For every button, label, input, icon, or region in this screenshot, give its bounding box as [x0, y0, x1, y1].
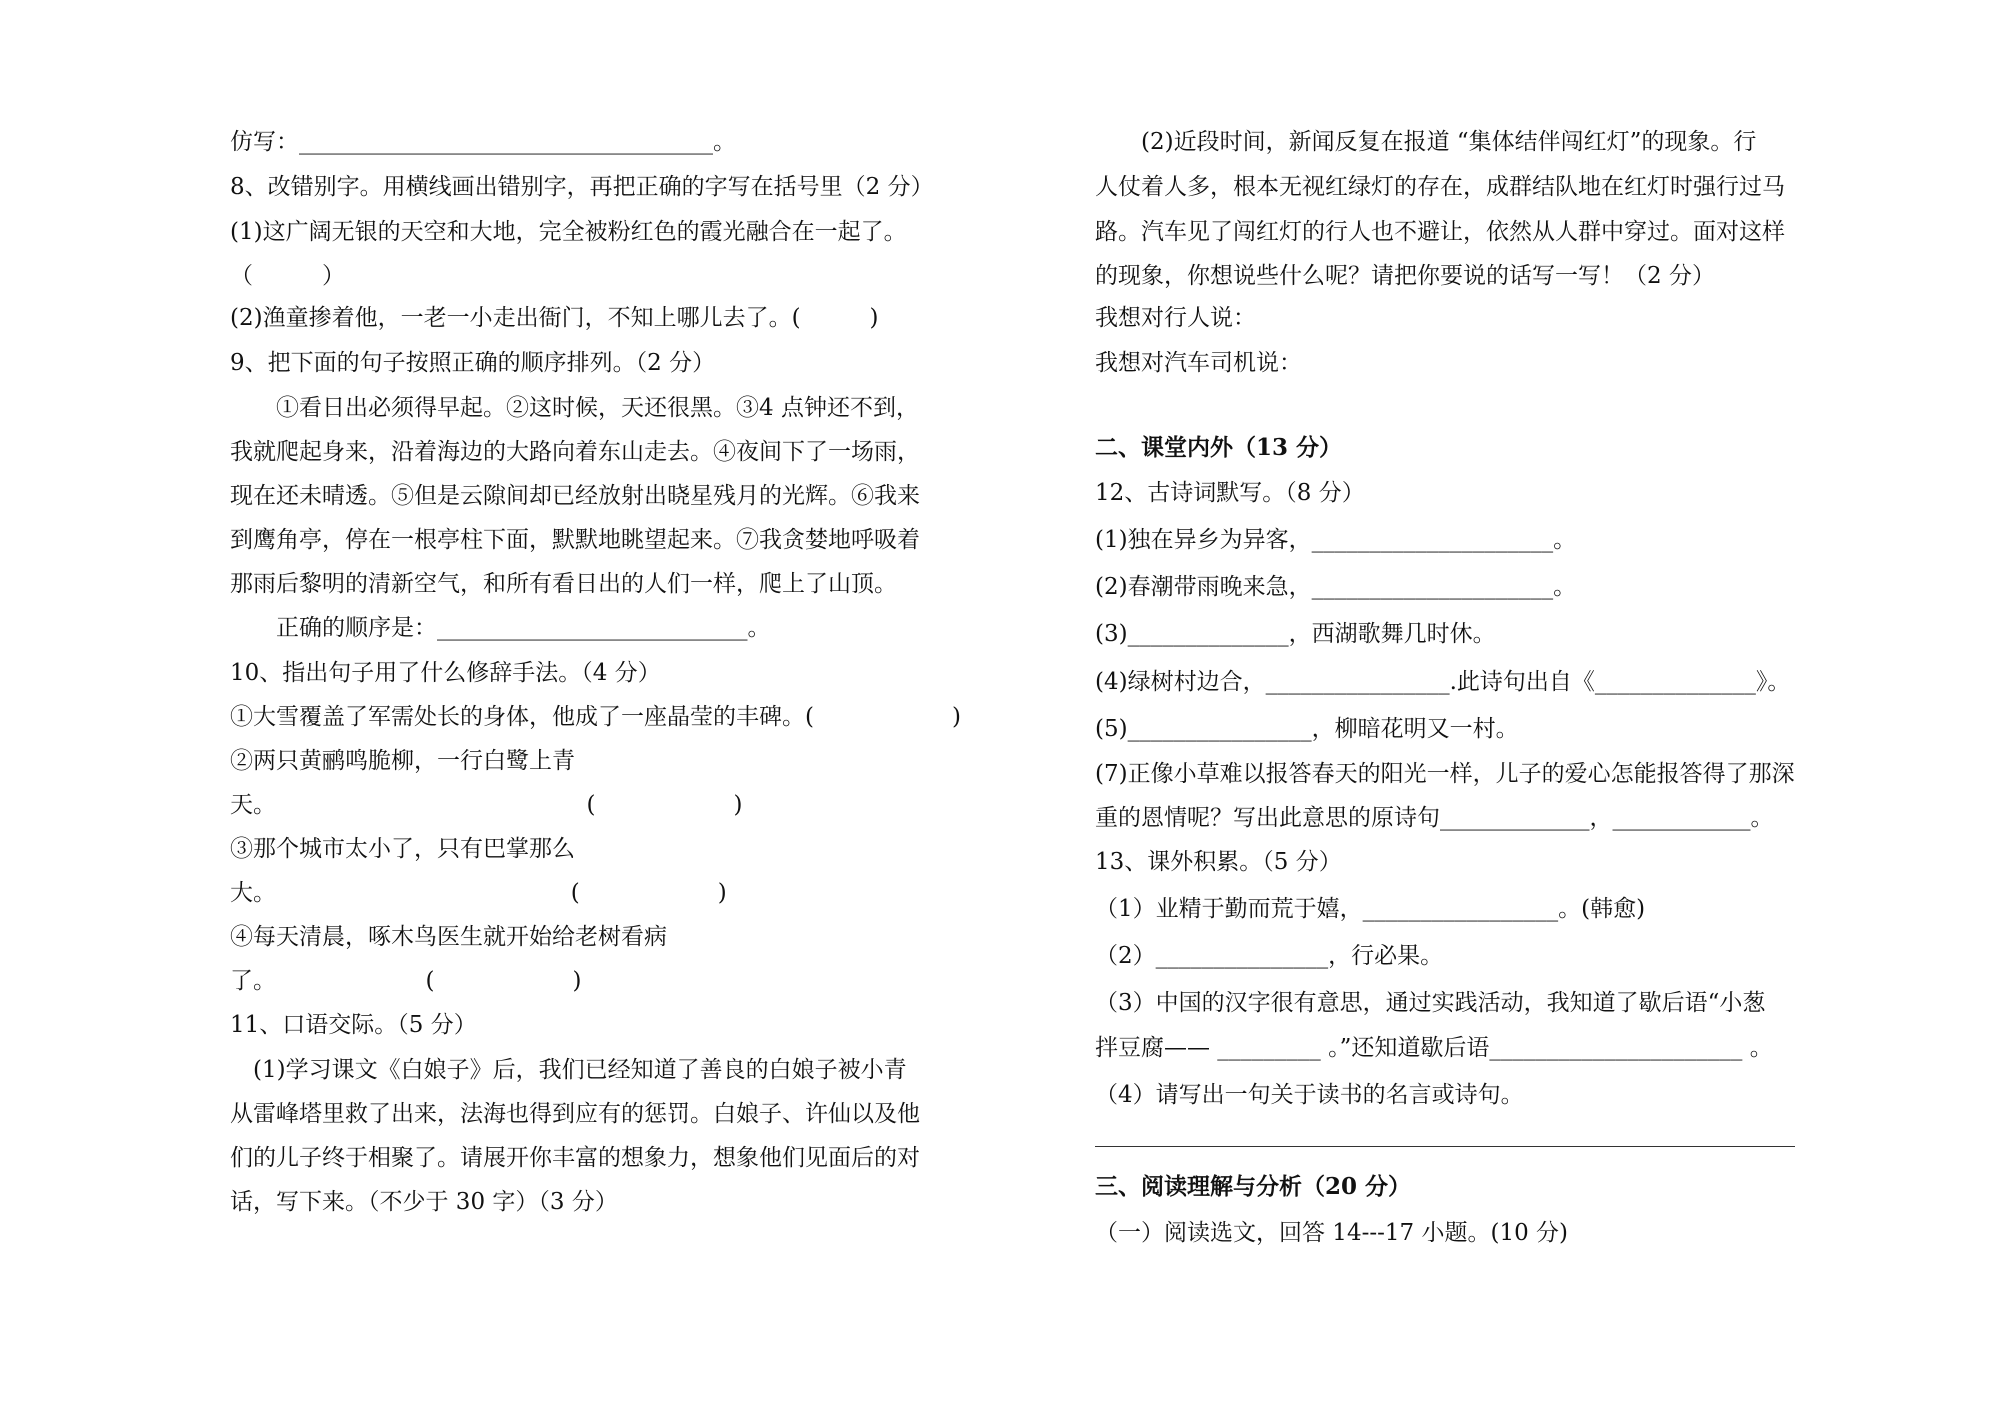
reading-part-1-heading: （一）阅读选文，回答 14---17 小题。(10 分): [1095, 1220, 1568, 1246]
question-11-passage-line: 们的儿子终于相聚了。请展开你丰富的想象力，想象他们见面后的对: [230, 1145, 920, 1171]
question-11-passage-line: 话，写下来。（不少于 30 字）（3 分）: [230, 1189, 618, 1215]
question-13-item-2: （2）_______________，行必果。: [1095, 943, 1444, 969]
question-8-heading: 8、改错别字。用横线画出错别字，再把正确的字写在括号里（2 分）: [230, 174, 934, 200]
question-11-heading: 11、口语交际。（5 分）: [230, 1012, 477, 1038]
section-2-heading: 二、课堂内外（13 分）: [1095, 434, 1343, 461]
question-13-item-1: （1）业精于勤而荒于嬉，_________________。(韩愈): [1095, 896, 1646, 922]
question-12-item-5: (5)________________，柳暗花明又一村。: [1095, 716, 1519, 742]
question-11-passage-line: 从雷峰塔里救了出来，法海也得到应有的惩罚。白娘子、许仙以及他: [230, 1101, 920, 1127]
question-9-passage-line: 到鹰角亭，停在一根亭柱下面，默默地眺望起来。⑦我贪婪地呼吸着: [230, 527, 920, 553]
question-11-item-2-line: 路。汽车见了闯红灯的行人也不避让，依然从人群中穿过。面对这样: [1095, 219, 1785, 245]
question-11-item-2-line: 人仗着人多，根本无视红绿灯的存在，成群结队地在红灯时强行过马: [1095, 174, 1785, 200]
question-11-item-2-line: 的现象，你想说些什么呢？请把你要说的话写一写！（2 分）: [1095, 263, 1715, 289]
section-3-heading: 三、阅读理解与分析（20 分）: [1095, 1173, 1412, 1200]
question-13-heading: 13、课外积累。（5 分）: [1095, 849, 1342, 875]
section-divider: [1095, 1146, 1795, 1147]
question-10-item-2-cont: 天。 ( ): [230, 792, 743, 818]
question-10-item-1: ①大雪覆盖了军需处长的身体，他成了一座晶莹的丰碑。( ): [230, 704, 961, 730]
question-12-item-7: (7)正像小草难以报答春天的阳光一样，儿子的爱心怎能报答得了那深: [1095, 761, 1795, 787]
question-11-item-2-line: (2)近段时间，新闻反复在报道 “集体结伴闯红灯”的现象。行: [1095, 129, 1757, 155]
question-11-passage-line: (1)学习课文《白娘子》后，我们已经知道了善良的白娘子被小青: [230, 1057, 907, 1083]
question-8-item-1: (1)这广阔无银的天空和大地，完全被粉红色的霞光融合在一起了。: [230, 219, 907, 245]
answer-prompt-pedestrians: 我想对行人说：: [1095, 305, 1256, 331]
question-13-item-4: （4）请写出一句关于读书的名言或诗句。: [1095, 1082, 1524, 1108]
question-12-heading: 12、古诗词默写。（8 分）: [1095, 480, 1365, 506]
question-12-item-2: (2)春潮带雨晚来急，_____________________。: [1095, 574, 1577, 600]
question-9-passage-line: 现在还未晴透。⑤但是云隙间却已经放射出晓星残月的光辉。⑥我来: [230, 483, 920, 509]
question-8-item-2: (2)渔童掺着他，一老一小走出衙门，不知上哪儿去了。( ): [230, 305, 879, 331]
imitation-writing-line: 仿写：____________________________________。: [230, 129, 736, 155]
question-12-item-4: (4)绿树村边合，________________.此诗句出自《______________》。: [1095, 669, 1791, 695]
question-10-item-4-cont: 了。 ( ): [230, 968, 582, 994]
question-10-item-3-cont: 大。 ( ): [230, 880, 727, 906]
question-12-item-3: (3)______________，西湖歌舞几时休。: [1095, 621, 1496, 647]
question-10-item-3: ③那个城市太小了，只有巴掌那么: [230, 836, 575, 862]
question-10-item-2: ②两只黄鹂鸣脆柳，一行白鹭上青: [230, 748, 575, 774]
question-13-item-3-cont: 拌豆腐—— _________ 。”还知道歇后语______________________ 。: [1095, 1035, 1773, 1061]
question-9-heading: 9、把下面的句子按照正确的顺序排列。（2 分）: [230, 350, 716, 376]
question-12-item-7-cont: 重的恩情呢？写出此意思的原诗句_____________，____________。: [1095, 805, 1774, 831]
question-8-item-1-answer: （ ）: [230, 263, 345, 289]
question-9-passage-line: 那雨后黎明的清新空气，和所有看日出的人们一样，爬上了山顶。: [230, 571, 897, 597]
answer-prompt-drivers: 我想对汽车司机说：: [1095, 350, 1302, 376]
question-10-heading: 10、指出句子用了什么修辞手法。（4 分）: [230, 660, 661, 686]
question-9-passage-line: ①看日出必须得早起。②这时候，天还很黑。③4 点钟还不到，: [230, 395, 919, 421]
question-12-item-1: (1)独在异乡为异客，_____________________。: [1095, 527, 1577, 553]
question-9-answer-line: 正确的顺序是：___________________________。: [230, 615, 771, 641]
question-10-item-4: ④每天清晨，啄木鸟医生就开始给老树看病: [230, 924, 667, 950]
question-9-passage-line: 我就爬起身来，沿着海边的大路向着东山走去。④夜间下了一场雨，: [230, 439, 920, 465]
question-13-item-3: （3）中国的汉字很有意思，通过实践活动，我知道了歇后语“小葱: [1095, 990, 1766, 1016]
